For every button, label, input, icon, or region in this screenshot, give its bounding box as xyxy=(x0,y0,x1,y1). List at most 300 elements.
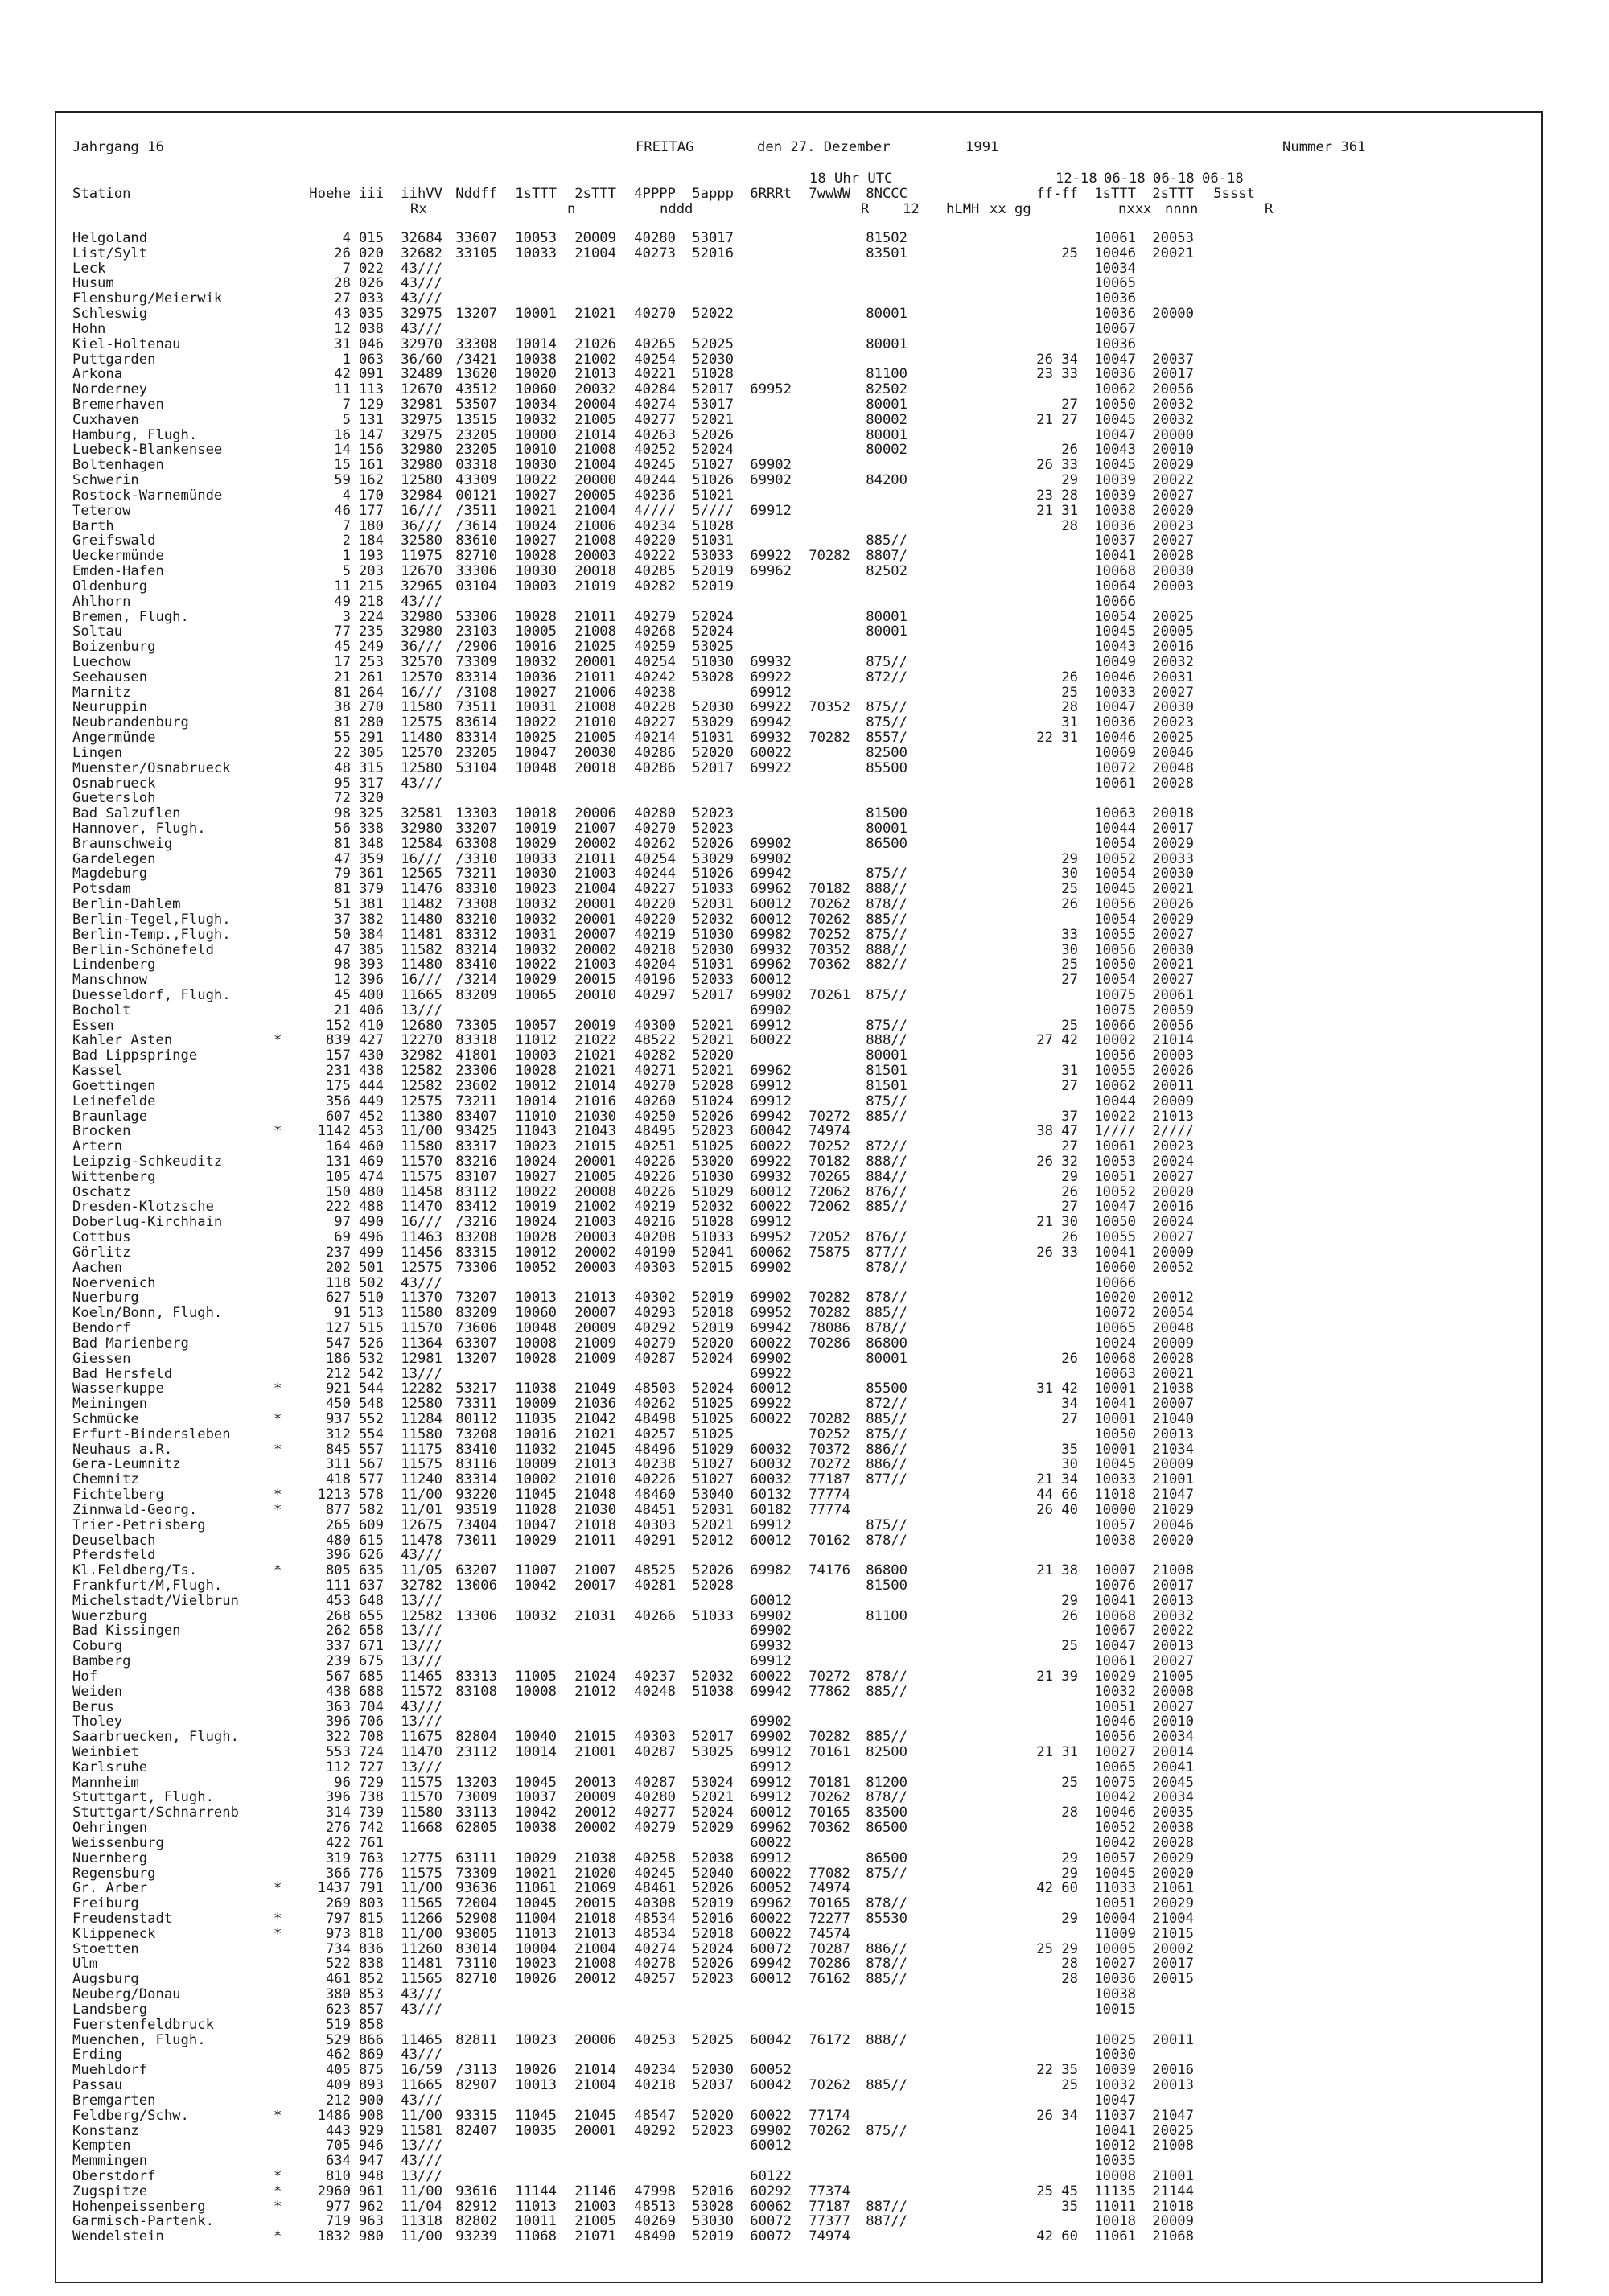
table-cell: 48495 xyxy=(634,1123,676,1140)
table-cell: 10023 xyxy=(515,1138,557,1155)
table-cell: 10049 xyxy=(1094,653,1136,670)
table-cell: 11037 xyxy=(1094,2107,1136,2124)
table-cell: 21031 xyxy=(574,1607,616,1624)
table-cell: 40250 xyxy=(634,1108,676,1125)
table-cell: 97 xyxy=(334,1214,351,1231)
station-name: Klippeneck xyxy=(72,1925,156,1942)
table-cell: 52018 xyxy=(692,1925,734,1942)
table-cell: 13203 xyxy=(455,1774,497,1791)
table-cell: 937 xyxy=(325,1410,351,1427)
table-cell: 32684 xyxy=(401,230,442,246)
table-cell: 815 xyxy=(358,1911,384,1928)
table-cell: 95 xyxy=(334,775,351,792)
table-cell: 93220 xyxy=(455,1487,497,1504)
table-cell: 60022 xyxy=(750,1834,792,1851)
table-cell: 81500 xyxy=(866,1577,907,1594)
table-cell: 510 xyxy=(358,1290,384,1306)
table-cell: 81501 xyxy=(866,1077,907,1094)
table-cell: 10032 xyxy=(515,653,557,670)
table-cell: 70182 xyxy=(809,881,850,898)
table-cell: 51 xyxy=(334,896,351,913)
table-cell: 885// xyxy=(866,1410,907,1427)
table-cell: 469 xyxy=(358,1154,384,1171)
table-cell: 21038 xyxy=(574,1850,616,1866)
table-cell: 29 xyxy=(1061,1911,1078,1928)
table-cell: 69922 xyxy=(750,548,792,565)
table-cell: 20038 xyxy=(1152,1820,1194,1837)
table-cell: 410 xyxy=(358,1017,384,1034)
table-cell: 60012 xyxy=(750,1804,792,1821)
table-cell: 10062 xyxy=(1094,1077,1136,1094)
table-cell: 52023 xyxy=(692,805,734,822)
table-cell: 70262 xyxy=(809,2122,850,2139)
table-cell: 73606 xyxy=(455,1320,497,1337)
table-cell: 063 xyxy=(358,351,384,368)
station-name: Passau xyxy=(72,2077,123,2094)
table-cell: 51031 xyxy=(692,730,734,747)
table-cell: 10021 xyxy=(515,502,557,519)
station-name: Oehringen xyxy=(72,1820,148,1837)
table-cell: 45 xyxy=(334,987,351,1003)
table-cell: 532 xyxy=(358,1350,384,1367)
table-cell: 522 xyxy=(325,1956,351,1973)
table-cell: 10065 xyxy=(1094,1320,1136,1337)
station-name: Ahlhorn xyxy=(72,593,131,610)
table-cell: 875// xyxy=(866,714,907,731)
table-cell: 20007 xyxy=(574,926,616,943)
table-cell: 20006 xyxy=(574,805,616,822)
table-cell: 11033 xyxy=(1094,1880,1136,1897)
table-cell: 48503 xyxy=(634,1380,676,1397)
table-cell: 10056 xyxy=(1094,1047,1136,1064)
table-cell: 33308 xyxy=(455,335,497,352)
table-cell: 10047 xyxy=(1094,2092,1136,2109)
table-cell: 557 xyxy=(358,1441,384,1458)
station-name: Gr. Arber xyxy=(72,1880,148,1897)
table-cell: 11580 xyxy=(401,1305,442,1322)
table-cell: 81500 xyxy=(866,805,907,822)
table-cell: 32980 xyxy=(401,623,442,640)
table-cell: 81501 xyxy=(866,1063,907,1080)
table-cell: 23602 xyxy=(455,1077,497,1094)
table-cell: 11575 xyxy=(401,1168,442,1185)
table-cell: 86500 xyxy=(866,1820,907,1837)
table-cell: 60022 xyxy=(750,1138,792,1155)
table-cell: 20016 xyxy=(1152,2062,1194,2079)
table-cell: 40273 xyxy=(634,245,676,261)
table-cell: 35 xyxy=(1061,1441,1078,1458)
table-cell: 872// xyxy=(866,1138,907,1155)
table-cell: 70182 xyxy=(809,1154,850,1171)
table-cell: 21008 xyxy=(574,699,616,716)
table-cell: 105 xyxy=(325,1168,351,1185)
station-name: Memmingen xyxy=(72,2153,148,2170)
table-cell: 35 xyxy=(1061,2198,1078,2215)
table-cell: 40221 xyxy=(634,366,676,383)
table-cell: 10004 xyxy=(515,1940,557,1957)
table-cell: 11665 xyxy=(401,987,442,1003)
table-cell: 10037 xyxy=(515,1789,557,1806)
table-cell: 20003 xyxy=(574,548,616,565)
table-cell: 32782 xyxy=(401,1577,442,1594)
table-cell: 10033 xyxy=(1094,684,1136,701)
table-cell: 10028 xyxy=(515,1063,557,1080)
table-cell: 69922 xyxy=(750,1154,792,1171)
table-cell: 70282 xyxy=(809,730,850,747)
table-cell: 118 xyxy=(325,1274,351,1291)
table-cell: 74974 xyxy=(809,1880,850,1897)
table-cell: 317 xyxy=(358,775,384,792)
table-cell: 52021 xyxy=(692,1063,734,1080)
table-cell: 13207 xyxy=(455,1350,497,1367)
table-cell: 40226 xyxy=(634,1154,676,1171)
table-cell: 21011 xyxy=(574,608,616,625)
table-cell: 59 xyxy=(334,472,351,489)
table-cell: 40279 xyxy=(634,1820,676,1837)
table-cell: 449 xyxy=(358,1092,384,1109)
table-cell: 20013 xyxy=(1152,2077,1194,2094)
station-name: Luebeck-Blankensee xyxy=(72,442,223,459)
table-cell: 53028 xyxy=(692,2198,734,2215)
table-cell: 738 xyxy=(358,1789,384,1806)
table-cell: 83407 xyxy=(455,1108,497,1125)
table-cell: 44 66 xyxy=(1036,1487,1078,1504)
column-subheader-item: nnnn xyxy=(1165,201,1199,217)
table-cell: 48461 xyxy=(634,1880,676,1897)
column-header-iii: iii xyxy=(358,186,384,202)
table-cell: 26 xyxy=(1061,1229,1078,1246)
table-cell: 52020 xyxy=(692,1335,734,1352)
table-cell: 52029 xyxy=(692,1820,734,1837)
table-cell: 78086 xyxy=(809,1320,850,1337)
table-cell: 27 xyxy=(1061,1138,1078,1155)
table-cell: 52021 xyxy=(692,1516,734,1533)
table-cell: 20001 xyxy=(574,653,616,670)
table-cell: 36/// xyxy=(401,517,442,534)
table-cell: 40234 xyxy=(634,2062,676,2079)
station-name: Chemnitz xyxy=(72,1471,139,1488)
table-cell: 13/// xyxy=(401,1638,442,1655)
table-cell: 20027 xyxy=(1152,1653,1194,1670)
table-cell: 69912 xyxy=(750,684,792,701)
table-cell: 40252 xyxy=(634,442,676,459)
table-cell: 40244 xyxy=(634,866,676,883)
table-cell: 85530 xyxy=(866,1911,907,1928)
table-cell: 63308 xyxy=(455,835,497,852)
station-name: Oschatz xyxy=(72,1183,131,1200)
station-name: Guetersloh xyxy=(72,790,156,807)
table-cell: 10054 xyxy=(1094,866,1136,883)
table-cell: 319 xyxy=(325,1850,351,1866)
table-cell: 10044 xyxy=(1094,820,1136,837)
table-cell: 51038 xyxy=(692,1683,734,1700)
table-cell: 43/// xyxy=(401,1547,442,1564)
table-cell: 20027 xyxy=(1152,684,1194,701)
table-cell: 13/// xyxy=(401,2167,442,2184)
table-cell: 10027 xyxy=(1094,1956,1136,1973)
station-name: Nuernberg xyxy=(72,1850,148,1866)
table-cell: 25 xyxy=(1061,1017,1078,1034)
table-cell: 51030 xyxy=(692,653,734,670)
table-cell: 40228 xyxy=(634,699,676,716)
station-name: Wuerzburg xyxy=(72,1607,148,1624)
column-subheader-item: n xyxy=(567,201,576,217)
station-name: Karlsruhe xyxy=(72,1759,148,1775)
table-cell: 69902 xyxy=(750,1350,792,1367)
table-cell: 60122 xyxy=(750,2167,792,2184)
table-cell: 17 xyxy=(334,653,351,670)
table-cell: 69902 xyxy=(750,835,792,852)
table-cell: 708 xyxy=(358,1729,384,1746)
table-cell: 47 xyxy=(334,941,351,958)
table-cell: 268 xyxy=(325,1607,351,1624)
table-cell: 112 xyxy=(325,1759,351,1775)
table-cell: 10050 xyxy=(1094,1214,1136,1231)
table-cell: 10015 xyxy=(1094,2001,1136,2018)
table-cell: 10009 xyxy=(515,1396,557,1413)
station-name: Hof xyxy=(72,1668,98,1685)
table-cell: 10032 xyxy=(515,1607,557,1624)
table-cell: 73311 xyxy=(455,1396,497,1413)
table-cell: 262 xyxy=(325,1623,351,1640)
table-cell: 20023 xyxy=(1152,714,1194,731)
table-cell: 11175 xyxy=(401,1441,442,1458)
table-cell: 11975 xyxy=(401,548,442,565)
table-cell: 878// xyxy=(866,1895,907,1912)
table-cell: 10036 xyxy=(1094,335,1136,352)
table-cell: 48496 xyxy=(634,1441,676,1458)
table-cell: 60032 xyxy=(750,1441,792,1458)
table-cell: 222 xyxy=(325,1199,351,1216)
table-cell: 52017 xyxy=(692,759,734,776)
table-cell: 77774 xyxy=(809,1501,850,1518)
table-cell: 875// xyxy=(866,1865,907,1882)
table-cell: 43/// xyxy=(401,1698,442,1715)
table-cell: 20011 xyxy=(1152,1077,1194,1094)
table-cell: 147 xyxy=(358,426,384,443)
table-cell: 10051 xyxy=(1094,1698,1136,1715)
table-cell: 405 xyxy=(325,2062,351,2079)
table-cell: 32581 xyxy=(401,805,442,822)
table-cell: 86500 xyxy=(866,1850,907,1866)
table-cell: 40286 xyxy=(634,759,676,776)
table-cell: 20017 xyxy=(574,1577,616,1594)
table-cell: 20028 xyxy=(1152,1350,1194,1367)
table-cell: 11575 xyxy=(401,1865,442,1882)
table-cell: 443 xyxy=(325,2122,351,2139)
table-cell: 69922 xyxy=(750,1365,792,1382)
table-cell: 23 33 xyxy=(1036,366,1078,383)
table-cell: 52017 xyxy=(692,1729,734,1746)
table-cell: 11284 xyxy=(401,1410,442,1427)
table-cell: 77187 xyxy=(809,2198,850,2215)
table-cell: 13207 xyxy=(455,306,497,323)
table-cell: 20000 xyxy=(1152,306,1194,323)
table-cell: 186 xyxy=(325,1350,351,1367)
station-name: Landsberg xyxy=(72,2001,148,2018)
table-cell: 60042 xyxy=(750,1123,792,1140)
table-cell: 26 32 xyxy=(1036,1154,1078,1171)
table-cell: 21020 xyxy=(574,1865,616,1882)
table-cell: 10045 xyxy=(1094,1865,1136,1882)
table-cell: 11580 xyxy=(401,1804,442,1821)
table-cell: 548 xyxy=(358,1396,384,1413)
table-cell: 21014 xyxy=(574,2062,616,2079)
table-cell: 21018 xyxy=(574,1911,616,1928)
table-cell: 20027 xyxy=(1152,972,1194,989)
table-cell: 20029 xyxy=(1152,1850,1194,1866)
table-cell: 69932 xyxy=(750,1168,792,1185)
table-cell: 400 xyxy=(358,987,384,1003)
table-cell: 69952 xyxy=(750,1305,792,1322)
table-cell: 26 xyxy=(334,245,351,261)
table-cell: 20037 xyxy=(1152,351,1194,368)
table-cell: 21026 xyxy=(574,335,616,352)
station-name: Puttgarden xyxy=(72,351,156,368)
table-cell: 80002 xyxy=(866,442,907,459)
table-cell: 12575 xyxy=(401,1259,442,1276)
table-cell: 20032 xyxy=(1152,397,1194,414)
table-cell: 80001 xyxy=(866,306,907,323)
table-cell: /3421 xyxy=(455,351,497,368)
table-cell: 311 xyxy=(325,1456,351,1473)
table-cell: 75875 xyxy=(809,1244,850,1261)
table-cell: 10045 xyxy=(1094,411,1136,428)
table-cell: 21 34 xyxy=(1036,1471,1078,1488)
table-cell: 28 xyxy=(1061,699,1078,716)
table-cell: 13/// xyxy=(401,1002,442,1018)
table-cell: 20013 xyxy=(1152,1592,1194,1609)
table-cell: 52040 xyxy=(692,1865,734,1882)
table-cell: 40282 xyxy=(634,578,676,595)
table-cell: 32975 xyxy=(401,426,442,443)
table-cell: 10008 xyxy=(515,1683,557,1700)
table-cell: 52028 xyxy=(692,1577,734,1594)
table-cell: 10055 xyxy=(1094,1229,1136,1246)
table-cell: 73110 xyxy=(455,1956,497,1973)
table-cell: 69922 xyxy=(750,669,792,685)
table-cell: 21014 xyxy=(574,426,616,443)
table-cell: 11480 xyxy=(401,911,442,928)
table-cell: 474 xyxy=(358,1168,384,1185)
station-name: Mannheim xyxy=(72,1774,139,1791)
table-cell: 83314 xyxy=(455,730,497,747)
table-cell: 20027 xyxy=(1152,1168,1194,1185)
table-cell: 40219 xyxy=(634,926,676,943)
station-name: Weissenburg xyxy=(72,1834,164,1851)
table-cell: 438 xyxy=(325,1683,351,1700)
table-cell: 73404 xyxy=(455,1516,497,1533)
table-cell: 20002 xyxy=(1152,1940,1194,1957)
station-name: Frankfurt/M,Flugh. xyxy=(72,1577,223,1594)
table-cell: 60022 xyxy=(750,1032,792,1049)
station-name: Kl.Feldberg/Ts. xyxy=(72,1562,198,1579)
column-subheader-item: hLMH xyxy=(946,201,980,217)
table-cell: 10046 xyxy=(1094,1714,1136,1730)
table-cell: 32489 xyxy=(401,366,442,383)
table-cell: 12270 xyxy=(401,1032,442,1049)
table-cell: 81100 xyxy=(866,1607,907,1624)
table-cell: 52012 xyxy=(692,1532,734,1549)
table-cell: 69942 xyxy=(750,866,792,883)
column-subheader-item: nxxx xyxy=(1118,201,1152,217)
table-cell: 20021 xyxy=(1152,1365,1194,1382)
table-cell: 12580 xyxy=(401,472,442,489)
table-cell: 40226 xyxy=(634,1168,676,1185)
table-cell: 685 xyxy=(358,1668,384,1685)
table-cell: 946 xyxy=(358,2138,384,2154)
table-cell: 10045 xyxy=(1094,881,1136,898)
table-cell: 86800 xyxy=(866,1335,907,1352)
table-cell: 10021 xyxy=(515,1865,557,1882)
table-cell: 40254 xyxy=(634,850,676,867)
table-cell: 84200 xyxy=(866,472,907,489)
table-cell: 41801 xyxy=(455,1047,497,1064)
table-cell: 4 xyxy=(342,230,351,246)
table-cell: 10067 xyxy=(1094,320,1136,337)
table-cell: 10023 xyxy=(515,881,557,898)
table-cell: 21043 xyxy=(574,1123,616,1140)
table-cell: 10062 xyxy=(1094,381,1136,398)
table-cell: 70165 xyxy=(809,1895,850,1912)
station-name: Fuerstenfeldbruck xyxy=(72,2016,214,2033)
station-name: Berlin-Schönefeld xyxy=(72,941,214,958)
station-name: Fichtelberg xyxy=(72,1487,164,1504)
table-cell: 13/// xyxy=(401,1365,442,1382)
table-cell: 40302 xyxy=(634,1290,676,1306)
table-cell: 719 xyxy=(325,2213,351,2230)
table-cell: 10038 xyxy=(1094,502,1136,519)
table-cell: 52016 xyxy=(692,245,734,261)
table-cell: 70252 xyxy=(809,926,850,943)
table-cell: 52026 xyxy=(692,1108,734,1125)
table-cell: 26 40 xyxy=(1036,1501,1078,1518)
table-cell: 60022 xyxy=(750,744,792,761)
table-cell: 27 xyxy=(1061,1410,1078,1427)
station-name: Kempten xyxy=(72,2138,131,2154)
table-cell: 10036 xyxy=(515,669,557,685)
table-cell: 70286 xyxy=(809,1335,850,1352)
table-cell: 791 xyxy=(358,1880,384,1897)
table-cell: 20046 xyxy=(1152,744,1194,761)
station-name: Hamburg, Flugh. xyxy=(72,426,198,443)
table-cell: 10027 xyxy=(515,533,557,549)
table-cell: 69902 xyxy=(750,1290,792,1306)
station-name: Ulm xyxy=(72,1956,98,1973)
table-cell: 93315 xyxy=(455,2107,497,2124)
table-cell: 10024 xyxy=(515,1214,557,1231)
table-cell: 10048 xyxy=(515,1320,557,1337)
table-cell: 29 xyxy=(1061,1592,1078,1609)
table-cell: 81 xyxy=(334,835,351,852)
table-cell: 51027 xyxy=(692,457,734,474)
table-cell: 77377 xyxy=(809,2213,850,2230)
table-cell: 21014 xyxy=(574,1077,616,1094)
table-cell: 877 xyxy=(325,1501,351,1518)
table-cell: 10056 xyxy=(1094,1729,1136,1746)
table-cell: 32980 xyxy=(401,820,442,837)
table-cell: 156 xyxy=(358,442,384,459)
table-cell: 69912 xyxy=(750,1789,792,1806)
table-cell: 21007 xyxy=(574,1562,616,1579)
station-name: Cuxhaven xyxy=(72,411,139,428)
table-cell: 380 xyxy=(325,1986,351,2003)
station-name: Augsburg xyxy=(72,1971,139,1988)
table-cell: 40227 xyxy=(634,881,676,898)
table-cell: 48451 xyxy=(634,1501,676,1518)
table-cell: 11007 xyxy=(515,1562,557,1579)
table-cell: 93636 xyxy=(455,1880,497,1897)
